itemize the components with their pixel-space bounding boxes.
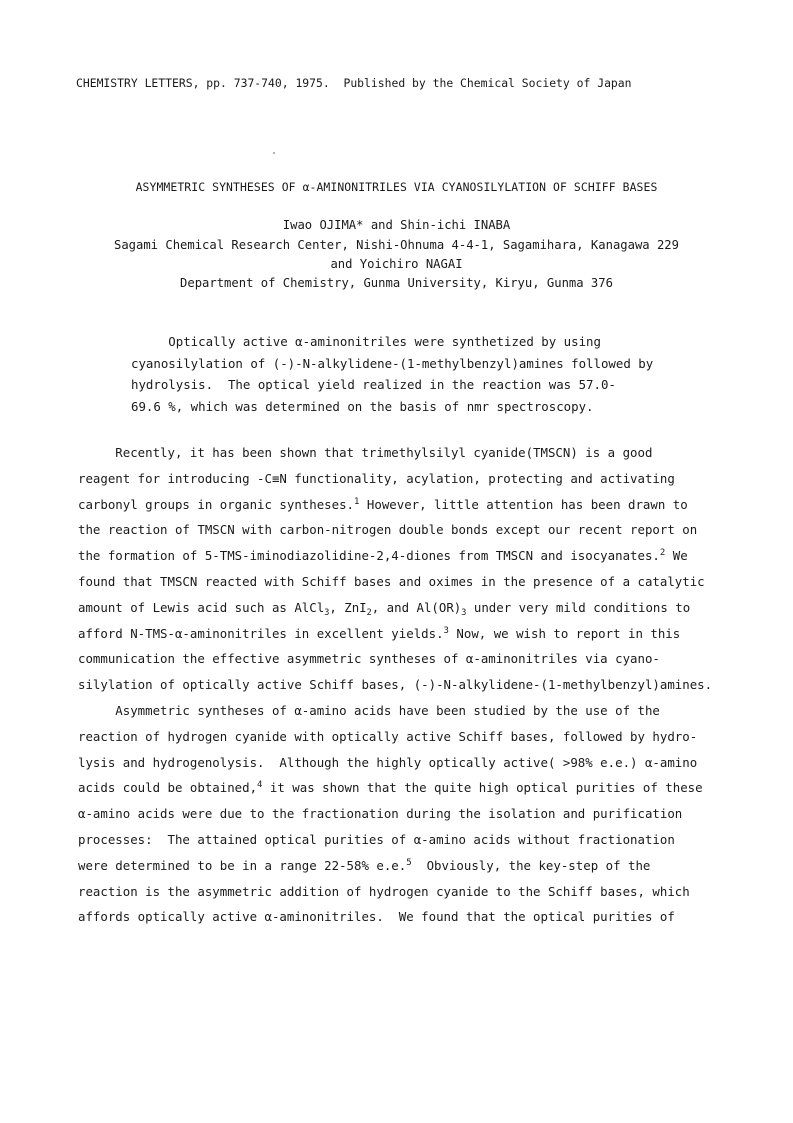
reference-marker: 4 — [257, 780, 263, 791]
body-line: amount of Lewis acid such as AlCl$_3$, ZnI$_2$, and $Al(OR)_3$ under very mild conditions to — [78, 599, 691, 618]
body-line: the reaction of TMSCN with carbon-nitrogen double bonds except our recent report on — [78, 522, 698, 538]
body-line: the formation of 5-TMS-iminodiazolidine-2,4-diones from TMSCN and isocyanates.$^2$ We — [78, 548, 688, 564]
reference-marker: 1 — [354, 496, 360, 507]
subscript: 2 — [366, 607, 372, 618]
authors-line-2: and Yoichiro NAGAI — [330, 257, 463, 271]
authors-line-1: Iwao OJIMA* and Shin-ichi INABA — [282, 218, 511, 232]
abstract-line: hydrolysis. The optical yield realized in the reaction was 57.0- — [131, 377, 616, 392]
body-line: lysis and hydrogenolysis. Although the highly optically active( >98% e.e.) α-amino — [78, 754, 698, 770]
body-line: reaction is the asymmetric addition of hydrogen cyanide to the Schiff bases, which — [78, 883, 690, 899]
body-line: Recently, it has been shown that trimethylsilyl cyanide(TMSCN) is a good — [78, 445, 653, 460]
article-title: ASYMMETRIC SYNTHESES OF α-AMINONITRILES VIA CYANOSILYLATION OF SCHIFF BASES — [135, 180, 658, 194]
body-line: were determined to be in a range 22-58% e.e.$^5$ Obviously, the key-step of the — [78, 857, 651, 873]
body-line: acids could be obtained,$^4$ it was shown that the quite high optical purities of these — [78, 780, 703, 796]
reference-marker: 2 — [659, 548, 666, 559]
body-line: processes: The attained optical purities of α-amino acids without fractionation — [78, 831, 675, 847]
journal-citation: CHEMISTRY LETTERS, pp. 737-740, 1975. — [76, 76, 330, 90]
abstract-line: cyanosilylation of (-)-N-alkylidene-(1-methylbenzyl)amines followed by — [131, 355, 654, 371]
abstract — [131, 331, 691, 417]
body-line: afford N-TMS-α-aminonitriles in excellent yields.$^3$ Now, we wish to report in this — [78, 625, 681, 641]
publisher-note: Published by the Chemical Society of Japan — [343, 76, 632, 90]
affiliation-1: Sagami Chemical Research Center, Nishi-Ohnuma 4-4-1, Sagamihara, Kanagawa 229 — [114, 238, 679, 252]
body-line: Asymmetric syntheses of α-amino acids have been studied by the use of the — [78, 702, 660, 718]
reference-marker: 5 — [406, 857, 412, 868]
body-line: communication the effective asymmetric syntheses of α-aminonitriles via cyano- — [78, 651, 660, 667]
abstract-line: Optically active α-aminonitriles were synthetized by using — [131, 334, 601, 349]
body-line: found that TMSCN reacted with Schiff bases and oximes in the presence of a catalytic — [78, 573, 705, 589]
abstract-line: 69.6 %, which was determined on the basis of nmr spectroscopy. — [131, 398, 594, 414]
running-header — [76, 76, 726, 90]
body-line: reaction of hydrogen cyanide with optically active Schiff bases, followed by hydro- — [78, 728, 698, 744]
reference-marker: 3 — [443, 625, 449, 636]
subscript: 3 — [324, 607, 330, 618]
body-text — [78, 440, 738, 930]
body-line: α-amino acids were due to the fractionation during the isolation and purification — [78, 806, 683, 822]
body-line: affords optically active α-aminonitriles. We found that the optical purities of — [78, 909, 675, 925]
body-line: carbonyl groups in organic syntheses.$^1$ However, little attention has been drawn to — [78, 496, 688, 512]
body-line: reagent for introducing -C≡N functionality, acylation, protecting and activating — [78, 470, 675, 486]
scan-speck — [273, 152, 275, 154]
subscript: 3 — [461, 607, 467, 618]
body-line: silylation of optically active Schiff bases, (-)-N-alkylidene-(1-methylbenzyl)amines. — [78, 677, 713, 693]
affiliation-2: Department of Chemistry, Gunma University, Kiryu, Gunma 376 — [180, 276, 613, 290]
